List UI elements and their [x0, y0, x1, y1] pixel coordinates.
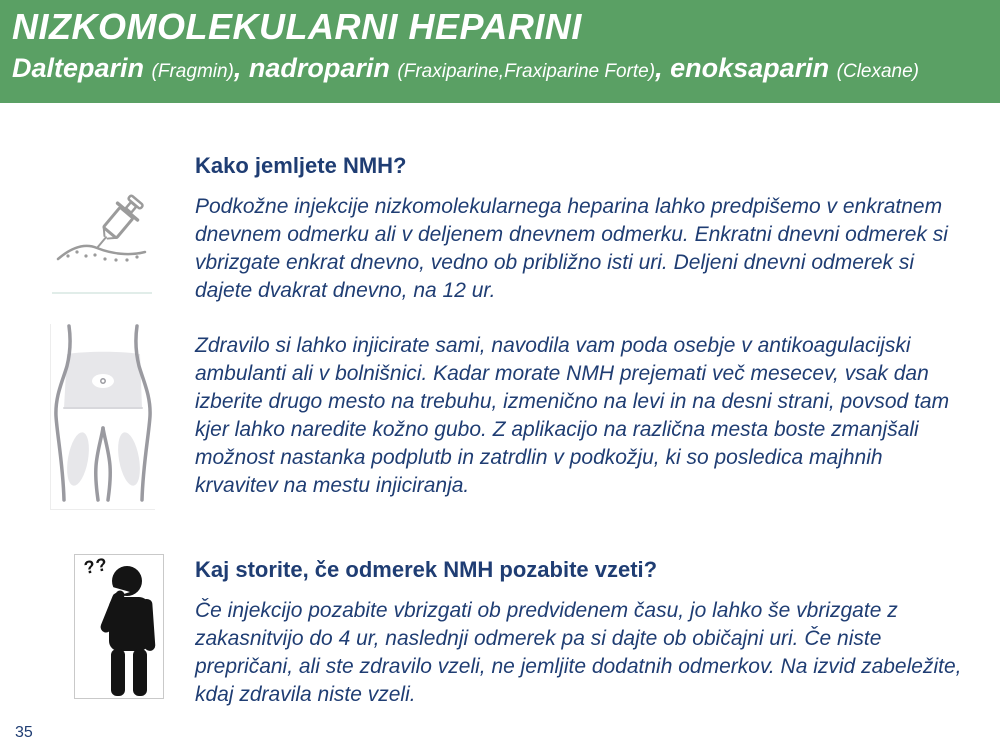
separator: , [233, 53, 249, 84]
torso-injection-sites-icon [50, 324, 155, 510]
section-missed-dose [0, 554, 965, 709]
section-how-to-take [0, 153, 965, 305]
text-column [195, 557, 965, 709]
icon-column [0, 554, 195, 709]
drug-brand: (Clexane) [836, 61, 920, 83]
drug-brand: (Fragmin) [151, 61, 234, 83]
drug-name: enoksaparin [670, 53, 837, 84]
text-column [195, 153, 965, 305]
drug-list [12, 53, 988, 84]
icon-column [0, 153, 195, 305]
text-column [195, 332, 965, 510]
section-paragraph: Če injekcijo pozabite vbrizgati ob predvidenem času, jo lahko še vbrizgate z zakasnitvijo do 4 ur, naslednji odmerek pa si dajte ob običajni uri. Če niste prepričani, ali ste zdravilo vzeli, ne jemljite dodatnih odmerkov. Na izvid zabeležite, kdaj zdravila niste vzeli. [195, 599, 962, 706]
drug-name: nadroparin [248, 53, 398, 84]
slide-header [0, 0, 1000, 103]
slide-body [0, 103, 1000, 709]
thinking-person-icon [74, 554, 164, 699]
icon-column [0, 332, 195, 510]
drug-brand: (Fraxiparine,Fraxiparine Forte) [397, 61, 656, 83]
section-paragraph: Zdravilo si lahko injicirate sami, navodila vam poda osebje v antikoagulacijski ambulanti ali v bolnišnici. Kadar morate NMH prejemati več mesecev, vsak dan izberite drugo mesto na trebuhu, izmenično na levi in na desni strani, povsod tam kjer lahko naredite kožno gubo. Z aplikacijo na različna mesta boste zmanjšali možnost nastanka podplutb in zatrdlin v podkožju, ki so posledica majhnih krvavitev na mestu injiciranja. [195, 334, 950, 497]
drug-name: Dalteparin [12, 53, 152, 84]
page-number: 35 [15, 724, 33, 741]
section-heading: Kaj storite, če odmerek NMH pozabite vzeti? [195, 557, 658, 582]
section-injection-sites [0, 332, 965, 510]
section-paragraph: Podkožne injekcije nizkomolekularnega heparina lahko predpišemo v enkratnem dnevnem odmerku ali v deljenem dnevnem odmerku. Enkratni dnevni odmerek si vbrizgate enkrat dnevno, vedno ob približno isti uri. Deljeni dnevni odmerek si dajete dvakrat dnevno, na 12 ur. [195, 195, 948, 302]
question-marks-label: ?? [82, 554, 110, 578]
separator: , [655, 53, 671, 84]
syringe-injection-icon [52, 183, 152, 294]
slide-title: NIZKOMOLEKULARNI HEPARINI [12, 6, 582, 47]
section-heading: Kako jemljete NMH? [195, 153, 407, 178]
